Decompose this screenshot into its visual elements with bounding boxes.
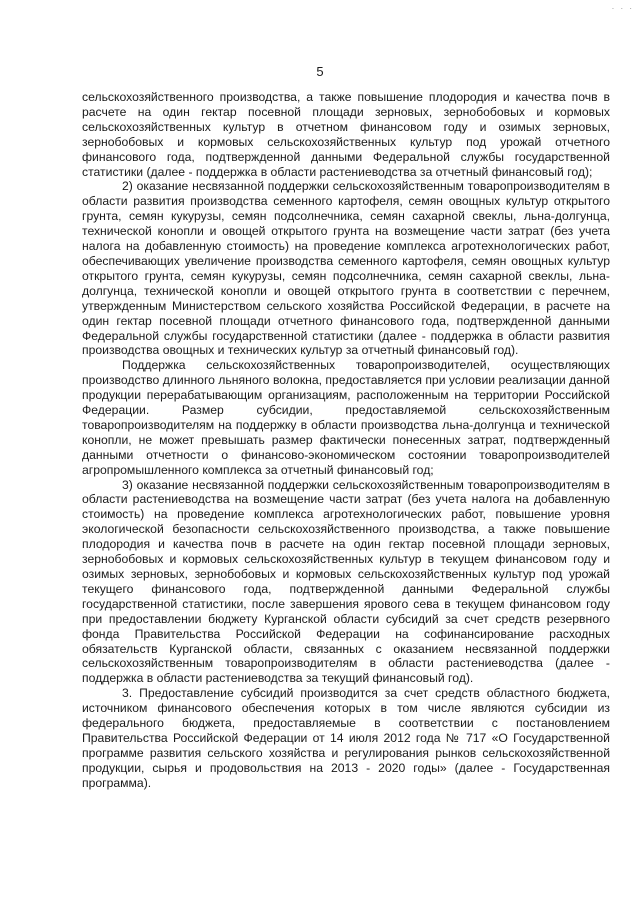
document-body [82,90,610,791]
paragraph-item-2: 2) оказание несвязанной поддержки сельскохозяйственным товаропроизводителям в области развития производства семенного картофеля, семян овощных культур открытого грунта, семян кукурузы, семян подсолнечника, семян сахарной свеклы, льна-долгунца, технической конопли и овощей открытого грунта на возмещение части затрат (без учета налога на добавленную стоимость) на проведение комплекса агротехнологических работ, обеспечивающих увеличение производства семенного картофеля, семян овощных культур открытого грунта, семян кукурузы, семян подсолнечника, семян сахарной свеклы, льна-долгунца, технической конопли и овощей открытого грунта в соответствии с перечнем, утвержденным Министерством сельского хозяйства Российской Федерации, в расчете на один гектар посевной площади отчетного финансового года, подтвержденной данными Федеральной службы государственной статистики (далее - поддержка в области развития производства овощных и технических культур за отчетный финансовый год). [82,179,610,358]
page-number: 5 [316,64,324,79]
scan-corner-mark: · · · [611,4,634,13]
paragraph-continuation: сельскохозяйственного производства, а также повышение плодородия и качества почв в расчете на один гектар посевной площади зерновых, зернобобовых и кормовых сельскохозяйственных культур в отчетном финансовом году и озимых зерновых, зернобобовых и кормовых сельскохозяйственных культур под урожай отчетного финансового года, подтвержденной данными Федеральной службы государственной статистики (далее - поддержка в области растениеводства за отчетный финансовый год); [82,90,610,179]
paragraph-item-3: 3) оказание несвязанной поддержки сельскохозяйственным товаропроизводителям в области растениеводства на возмещение части затрат (без учета налога на добавленную стоимость) на проведение комплекса агротехнологических работ, повышение уровня экологической безопасности сельскохозяйственного производства, а также повышение плодородия и качества почв в расчете на один гектар посевной площади зерновых, зернобобовых и кормовых сельскохозяйственных культур в текущем финансовом году и озимых зерновых, зернобобовых и кормовых сельскохозяйственных культур под урожай текущего финансового года, подтвержденной данными Федеральной службы государственной статистики, после завершения ярового сева в текущем финансовом году при предоставлении бюджету Курганской области субсидий за счет средств резервного фонда Правительства Российской Федерации на софинансирование расходных обязательств Курганской области, связанных с оказанием несвязанной поддержки сельскохозяйственным товаропроизводителям в области растениеводства (далее - поддержка в области растениеводства за текущий финансовый год). [82,477,610,686]
paragraph-section-3: 3. Предоставление субсидий производится за счет средств областного бюджета, источником финансового обеспечения которых в том числе являются субсидии из федерального бюджета, предоставляемые в соответствии с постановлением Правительства Российской Федерации от 14 июля 2012 года № 717 «О Государственной программе развития сельского хозяйства и регулирования рынков сельскохозяйственной продукции, сырья и продовольствия на 2013 - 2020 годы» (далее - Государственная программа). [82,686,610,790]
paragraph-flax-support: Поддержка сельскохозяйственных товаропроизводителей, осуществляющих производство длинного льняного волокна, предоставляется при условии реализации данной продукции перерабатывающим организациям, расположенным на территории Российской Федерации. Размер субсидии, предоставляемой сельскохозяйственным товаропроизводителям на поддержку в области производства льна-долгунца и технической конопли, не может превышать размер фактически понесенных затрат, подтвержденный данными отчетности о финансово-экономическом состоянии товаропроизводителей агропромышленного комплекса за отчетный финансовый год; [82,358,610,477]
